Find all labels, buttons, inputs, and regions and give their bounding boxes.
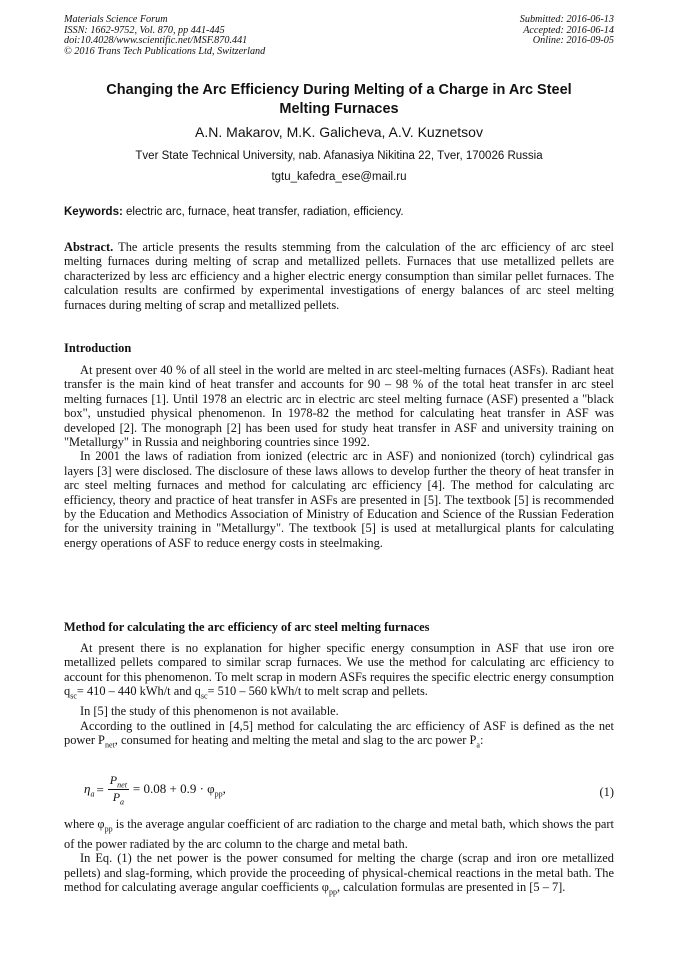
title-line-1: Changing the Arc Efficiency During Melting of a Charge in Arc Steel bbox=[106, 82, 572, 98]
after-equation-body bbox=[64, 817, 614, 900]
method-paragraph-2: In [5] the study of this phenomenon is not available. bbox=[80, 704, 339, 719]
equation-1 bbox=[64, 773, 614, 813]
method-paragraph-1: At present there is no explanation for higher specific energy consumption in ASF that use iron ore metallized pellets compared to similar scrap furnaces. We use the method for calculating arc efficiency to account for this phenomenon. To melt scrap in modern ASFs requires the specific electric energy consumption $q_{sc}= 410 - 440$ kWh/t and $q_{sc}= 510 - 560$ kWh/t to melt scrap and pellets. bbox=[64, 641, 614, 701]
method-body bbox=[64, 641, 614, 753]
abstract-text: The article presents the results stemming from the calculation of the arc efficiency of arc steel melting furnaces during melting of scrap and metallized pellets. Furnaces that use metallized pellets are characterized by less arc efficiency and a higher electric energy consumption than similar pellet furnaces. The calculation results are confirmed by experimental investigations of energy balances of arc steel melting furnaces during melting of scrap and metallized pellets. bbox=[64, 240, 615, 312]
email: tgtu_kafedra_ese@mail.ru bbox=[271, 171, 407, 183]
authors: A.N. Makarov, M.K. Galicheva, A.V. Kuznetsov bbox=[195, 124, 483, 140]
journal-header-left bbox=[64, 15, 265, 57]
method-paragraph-3: According to the outlined in [4,5] method for calculating the arc efficiency of ASF is defined as the net power $P_{net}$, consumed for heating and melting the metal and slag to the arc power $P_a$: bbox=[64, 718, 614, 750]
equation-body: $\eta_a$ = $\frac{P_{net}}{P_a}$ = $0.08 + 0.9 \cdot \varphi_{pp}$, bbox=[84, 773, 226, 807]
copyright: © 2016 Trans Tech Publications Ltd, Switzerland bbox=[64, 45, 266, 57]
title-line-2: Melting Furnaces bbox=[279, 101, 399, 117]
eq-explanation-paragraph: In Eq. (1) the net power is the power consumed for melting the charge (scrap and iron ore metallized pellets) and slag-forming, which provide the proceeding of physical-chemical reactions in the metal bath. The method for calculating average angular coefficients $\varphi_{pp}$, calculation formulas are presented in [5 – 7]. bbox=[64, 851, 614, 897]
intro-heading: Introduction bbox=[64, 341, 132, 355]
doi: doi:10.4028/www.scientific.net/MSF.870.441 bbox=[64, 35, 248, 46]
accepted-date: Accepted: 2016-06-14 bbox=[523, 24, 614, 36]
keywords-text: electric arc, furnace, heat transfer, radiation, efficiency. bbox=[126, 206, 404, 218]
where-paragraph: where $\varphi_{pp}$ is the average angular coefficient of arc radiation to the charge and metal bath, which shows the part of the power radiated by the arc column to the charge and metal bath. bbox=[64, 817, 614, 851]
journal-header-right bbox=[520, 15, 614, 47]
intro-paragraph-1: At present over 40 % of all steel in the world are melted in arc steel-melting furnaces (ASFs). Radiant heat transfer is the main kind of heat transfer and accounts for 90 – 98 % of the total heat transfer in arc steel melting furnaces [1]. Until 1978 an electric arc in electric arc steel melting furnace (ASF) presented a "black box", unstudied physical phenomenon. In 1978-82 the method for calculating heat transfer in ASF was developed [2]. The monograph [2] has been used for study heat transfer in ASF and university training on "Metallurgy" in Russia and neighboring countries since 1992. bbox=[64, 363, 614, 450]
equation-number: (1) bbox=[599, 785, 614, 799]
abstract bbox=[64, 240, 614, 312]
equation-lhs: $\eta_a$ bbox=[84, 781, 95, 799]
equation-rhs: = $0.08 + 0.9 \cdot \varphi_{pp}$, bbox=[132, 781, 226, 799]
abstract-label: Abstract. bbox=[64, 240, 114, 254]
intro-body bbox=[64, 363, 614, 550]
equation-fraction: $\frac{P_{net}}{P_a}$ bbox=[109, 773, 127, 807]
issn: ISSN: 1662-9752, Vol. 870, pp 441-445 bbox=[64, 24, 225, 36]
submitted-date: Submitted: 2016-06-13 bbox=[519, 14, 614, 25]
method-heading: Method for calculating the arc efficiency of arc steel melting furnaces bbox=[64, 620, 430, 634]
keywords bbox=[64, 206, 404, 218]
keywords-label: Keywords: bbox=[64, 206, 123, 218]
online-date: Online: 2016-09-05 bbox=[532, 35, 614, 46]
intro-paragraph-2: In 2001 the laws of radiation from ionized (electric arc in ASF) and nonionized (torch) cylindrical gas layers [3] were disclosed. The disclosure of these laws allows to develop further the theory of heat transfer in arc steel melting furnaces and method for calculating arc efficiency [4]. The method for calculating arc efficiency, theory and practice of heat transfer in ASFs are presented in [5]. The textbook [5] is recommended by the Education and Methodics Association of Ministry of Education and Science of the Russian Federation for the university training in "Metallurgy". The textbook [5] is used at metallurgical plants for calculating energy operations of ASF to reduce energy costs in steelmaking. bbox=[64, 449, 614, 550]
paper-title bbox=[70, 81, 608, 119]
affiliation: Tver State Technical University, nab. Afanasiya Nikitina 22, Tver, 170026 Russia bbox=[135, 150, 543, 162]
journal-name: Materials Science Forum bbox=[64, 14, 168, 25]
